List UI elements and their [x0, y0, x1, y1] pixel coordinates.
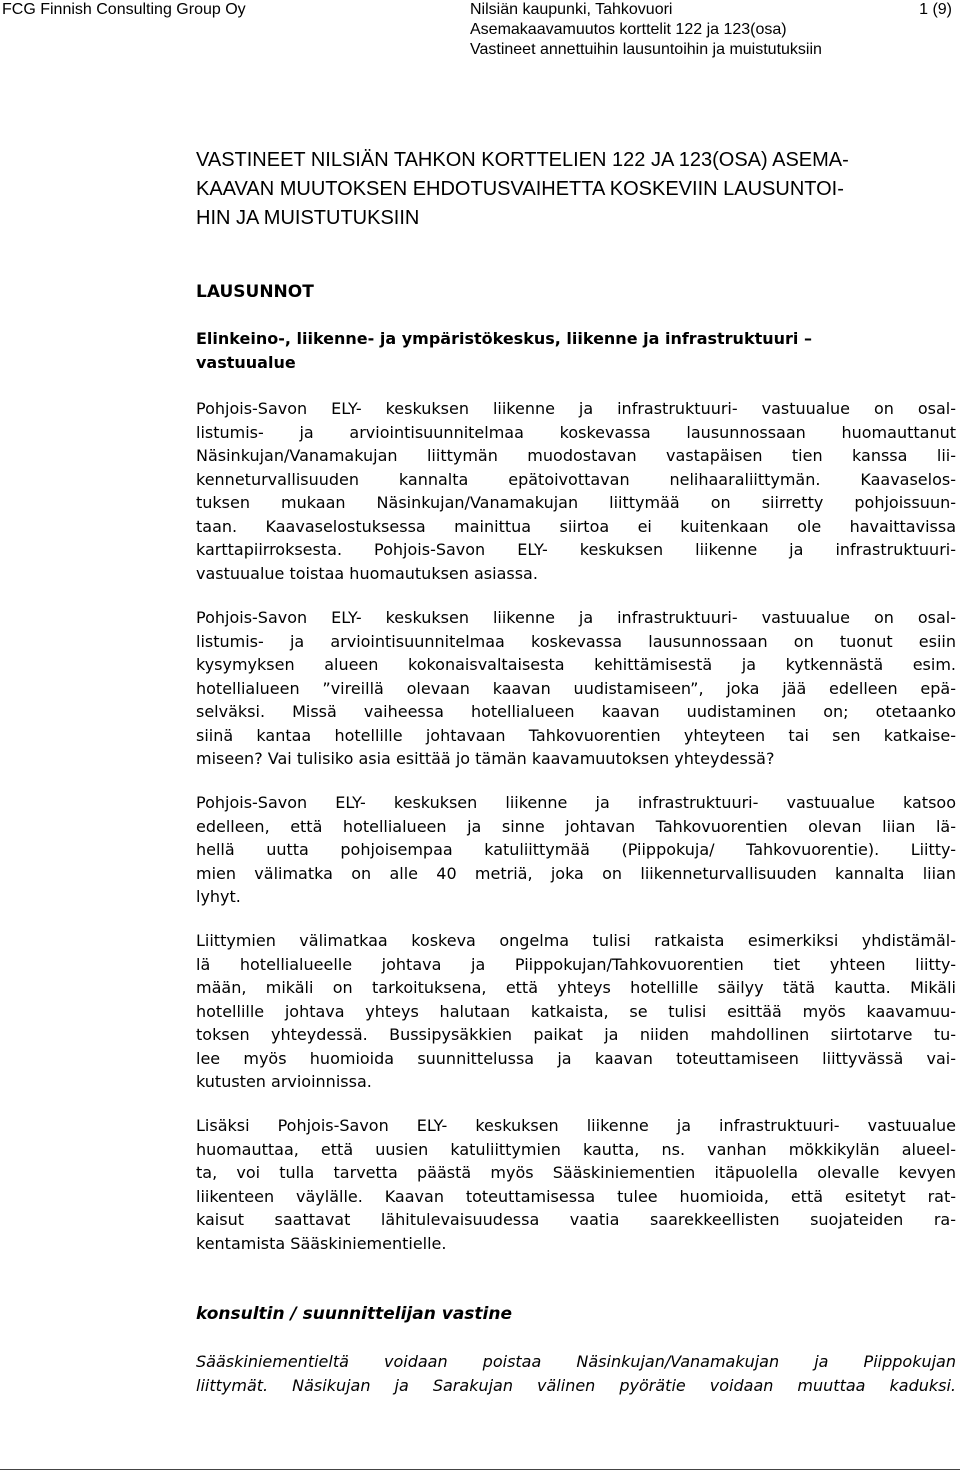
paragraph-line: Pohjois-Savon ELY- keskuksen liikenne ja infrastruktuuri- vastuualue on osal- [196, 608, 956, 627]
paragraph-line: mään, mikäli on tarkoituksena, että yhteys hotellille säilyy tätä kautta. Mikäli [196, 978, 956, 997]
paragraph-line: lyhyt. [196, 887, 241, 906]
organization-heading [196, 327, 956, 375]
title-line: HIN JA MUISTUTUKSIIN [196, 207, 420, 229]
paragraph-line: kaisut saattavat lähitulevaisuudessa vaatia saarekkeellisten suojateiden ra- [196, 1210, 956, 1229]
section-heading: LAUSUNNOT [196, 282, 314, 302]
paragraph-line: vastuualue toistaa huomautuksen asiassa. [196, 563, 538, 583]
page-number: 1 (9) [919, 1, 952, 18]
paragraph-line: tuksen mukaan Näsinkujan/Vanamakujan liittymää on siirretty pohjoissuun- [196, 493, 956, 512]
paragraph-line: toksen yhteydessä. Bussipysäkkien paikat ja niiden mahdollinen siirtotarve tu- [196, 1025, 956, 1044]
title-line: VASTINEET NILSIÄN TAHKON KORTTELIEN 122 JA 123(OSA) ASEMA- [196, 149, 849, 171]
paragraph-line: karttapiirroksesta. Pohjois-Savon ELY- keskuksen liikenne ja infrastruktuuri- [196, 540, 956, 559]
paragraph-line: kentamista Sääskiniementielle. [196, 1233, 447, 1253]
paragraph-1 [196, 397, 956, 585]
paragraph-line: ta, voi tulla tarvetta päästä myös Sääskiniementien itäpuolella olevalle kevyen [196, 1163, 956, 1182]
organization-line: Elinkeino-, liikenne- ja ympäristökeskus, liikenne ja infrastruktuuri – [196, 329, 812, 348]
paragraph-line: Liittymien välimatkaa koskeva ongelma tulisi ratkaista esimerkiksi yhdistämäl- [196, 931, 956, 950]
header-project: Asemakaavamuutos korttelit 122 ja 123(osa) [470, 21, 787, 38]
paragraph-line: miseen? Vai tulisiko asia esittää jo tämän kaavamuutoksen yhteydessä? [196, 749, 775, 768]
paragraph-line: taan. Kaavaselostuksessa mainittua siirtoa ei kuitenkaan ole havaittavissa [196, 516, 956, 536]
paragraph-line: kutusten arvioinnissa. [196, 1072, 372, 1091]
paragraph-line: liikenteen väylälle. Kaavan toteuttamisessa tulee huomioida, että esitetyt rat- [196, 1186, 956, 1206]
paragraph-line: Näsinkujan/Vanamakujan liittymän muodostavan vastapäisen tien kanssa lii- [196, 446, 956, 465]
header-document: Vastineet annettuihin lausuntoihin ja muistutuksiin [470, 41, 822, 58]
paragraph-line: lee myös huomioida suunnittelussa ja kaavan toteuttamiseen liittyvässä vai- [196, 1048, 956, 1068]
paragraph-line: lä hotellialueelle johtava ja Piippokujan/Tahkovuorentien tiet yhteen liitty- [196, 954, 956, 974]
response-text [196, 1350, 956, 1397]
footer-divider [0, 1469, 960, 1470]
paragraph-line: Pohjois-Savon ELY- keskuksen liikenne ja infrastruktuuri- vastuualue on osal- [196, 399, 956, 418]
title-line: KAAVAN MUUTOKSEN EHDOTUSVAIHETTA KOSKEVIIN LAUSUNTOI- [196, 178, 844, 200]
header-company: FCG Finnish Consulting Group Oy [2, 1, 246, 18]
paragraph-4 [196, 929, 956, 1094]
paragraph-line: huomauttaa, että uusien katuliittymien kautta, ns. vanhan mökkikylän alueel- [196, 1139, 956, 1159]
paragraph-line: hotellille johtava yhteys halutaan katkaista, se tulisi esittää myös kaavamuu- [196, 1001, 956, 1021]
paragraph-line: hellä uutta pohjoisempaa katuliittymää (Piippokuja/ Tahkovuorentie). Liitty- [196, 840, 956, 859]
paragraph-line: edelleen, että hotellialueen ja sinne johtavan Tahkovuorentien olevan liian lä- [196, 816, 956, 836]
header-info [470, 0, 822, 60]
paragraph-line: siinä kantaa hotellille johtavaan Tahkovuorentien yhteyteen tai sen katkaise- [196, 725, 956, 745]
paragraph-line: listumis- ja arviointisuunnitelmaa koskevassa lausunnossaan on tuonut esiin [196, 631, 956, 651]
paragraph-5 [196, 1114, 956, 1255]
paragraph-3 [196, 791, 956, 909]
document-title [196, 146, 956, 233]
paragraph-line: Lisäksi Pohjois-Savon ELY- keskuksen liikenne ja infrastruktuuri- vastuualue [196, 1116, 956, 1135]
organization-line: vastuualue [196, 353, 296, 372]
paragraph-line: selväksi. Missä vaiheessa hotellialueen kaavan uudistaminen on; otetaanko [196, 702, 956, 721]
paragraph-line: kenneturvallisuuden kannalta epätoivottavan nelihaaraliittymän. Kaavaselos- [196, 469, 956, 489]
paragraph-line: kysymyksen alueen kokonaisvaltaisesta kehittämisestä ja kytkennästä esim. [196, 655, 956, 674]
paragraph-line: listumis- ja arviointisuunnitelmaa koskevassa lausunnossaan huomauttanut [196, 422, 956, 442]
paragraph-2 [196, 606, 956, 771]
response-line: Sääskiniementieltä voidaan poistaa Näsinkujan/Vanamakujan ja Piippokujan [196, 1352, 956, 1371]
paragraph-line: Pohjois-Savon ELY- keskuksen liikenne ja infrastruktuuri- vastuualue katsoo [196, 793, 956, 812]
response-heading: konsultin / suunnittelijan vastine [196, 1304, 513, 1324]
paragraph-line: hotellialueen ”vireillä olevaan kaavan uudistamiseen”, joka jää edelleen epä- [196, 678, 956, 698]
header-client: Nilsiän kaupunki, Tahkovuori [470, 1, 673, 18]
response-line: liittymät. Näsikujan ja Sarakujan välinen pyörätie voidaan muuttaa kaduksi. [196, 1375, 956, 1395]
paragraph-line: mien välimatka on alle 40 metriä, joka on liikenneturvallisuuden kannalta liian [196, 863, 956, 883]
